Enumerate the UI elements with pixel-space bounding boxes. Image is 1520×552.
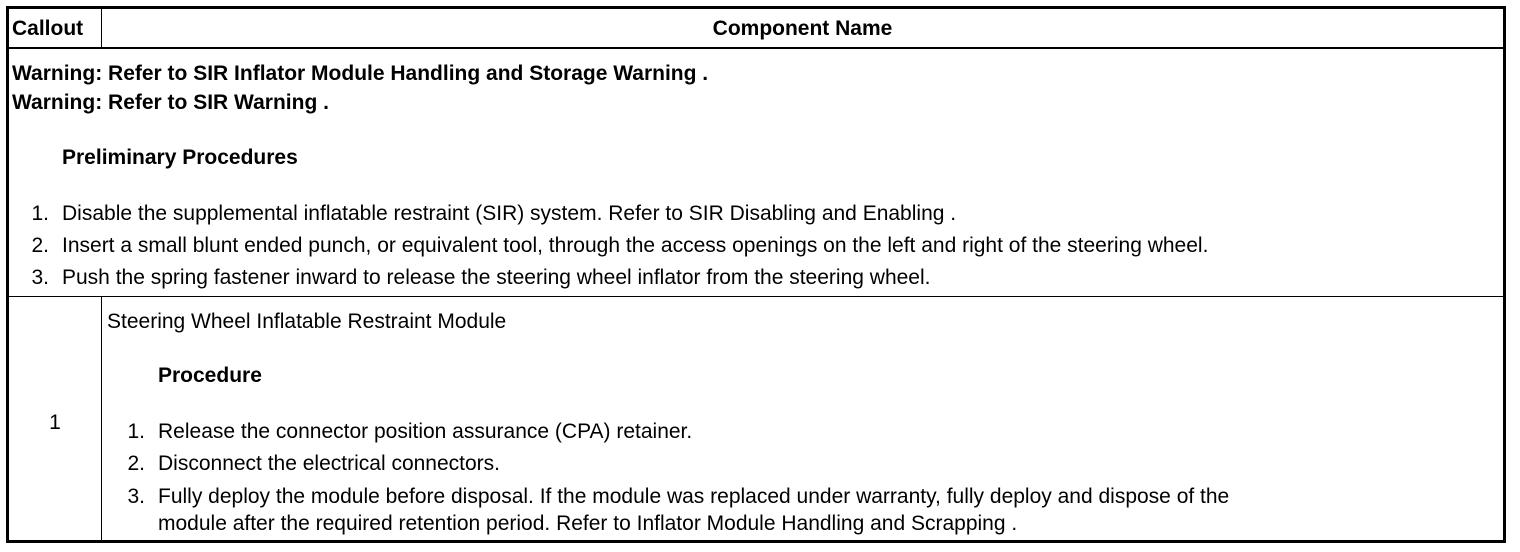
- procedure-step-text: Fully deploy the module before disposal. If the module was replaced under warranty, fully deploy and dispose of the: [158, 485, 1230, 508]
- step-number: 2.: [31, 234, 49, 257]
- row-callout: 1: [49, 411, 61, 434]
- procedure-step-number: 3.: [127, 485, 145, 508]
- procedure-step-number: 1.: [127, 420, 145, 443]
- header-callout: Callout: [12, 17, 84, 40]
- procedure-step-text: Disconnect the electrical connectors.: [158, 452, 500, 475]
- preliminary-title: Preliminary Procedures: [62, 146, 298, 169]
- procedure-step-number: 2.: [127, 452, 145, 475]
- procedure-step-text: Release the connector position assurance (CPA) retainer.: [158, 420, 693, 443]
- section-rule: [9, 296, 1503, 297]
- header-rule: [9, 47, 1503, 49]
- step-number: 3.: [31, 266, 49, 289]
- header-component-name: Component Name: [712, 17, 893, 40]
- procedure-title: Procedure: [158, 364, 262, 387]
- step-text: Disable the supplemental inflatable restraint (SIR) system. Refer to SIR Disabling and Enabling .: [62, 202, 957, 225]
- step-text: Push the spring fastener inward to release the steering wheel inflator from the steering wheel.: [62, 266, 931, 289]
- warning-sir: Warning: Refer to SIR Warning .: [12, 91, 329, 114]
- row-divider: [101, 296, 102, 540]
- warning-inflator: Warning: Refer to SIR Inflator Module Handling and Storage Warning .: [12, 62, 709, 85]
- step-text: Insert a small blunt ended punch, or equivalent tool, through the access openings on the left and right of the steering wheel.: [62, 234, 1209, 257]
- step-number: 1.: [31, 202, 49, 225]
- procedure-table: [6, 6, 1506, 543]
- procedure-step-text-continued: module after the required retention period. Refer to Inflator Module Handling and Scrapping .: [158, 512, 1018, 535]
- component-name: Steering Wheel Inflatable Restraint Module: [107, 310, 507, 333]
